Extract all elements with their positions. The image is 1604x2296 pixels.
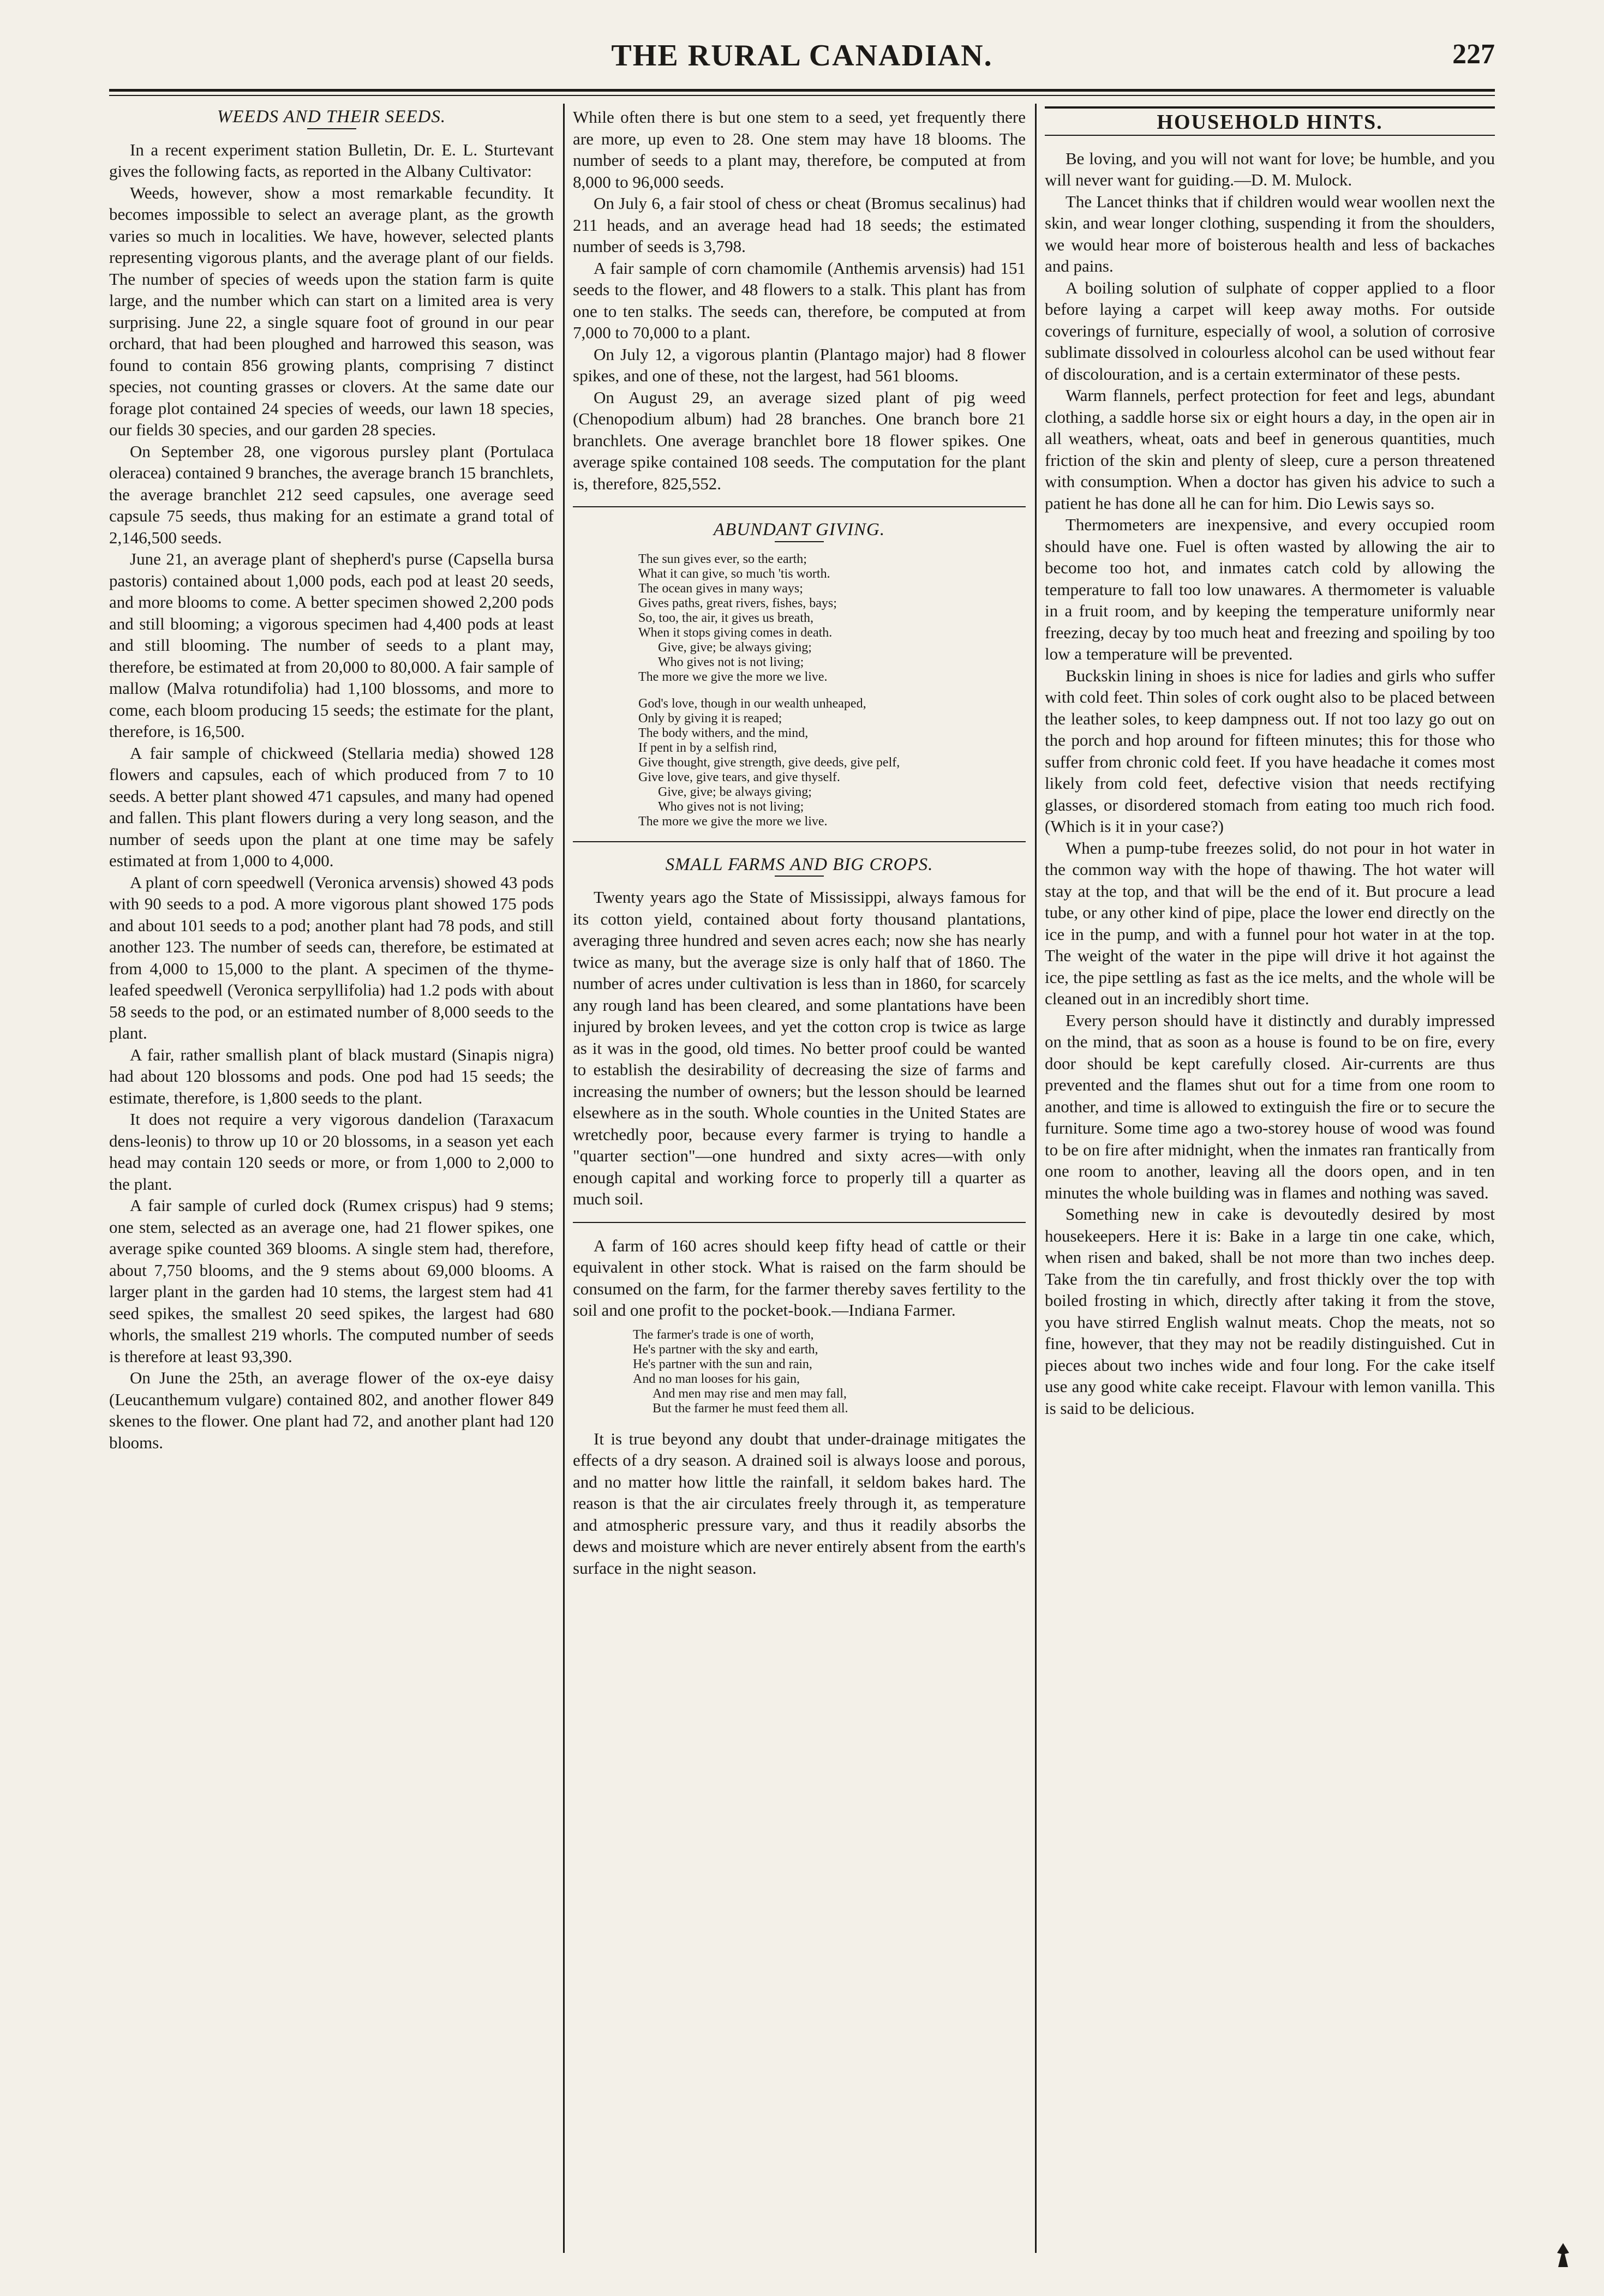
verse-farmer [633, 1328, 1026, 1416]
section-rule [573, 841, 1026, 842]
verse-line: And no man looses for his gain, [633, 1371, 800, 1386]
column-divider-2 [1035, 104, 1037, 2253]
paragraph: It is true beyond any doubt that under-drainage mitigates the effects of a dry season. A drained soil is always loose and porous, and no matter how little the rainfall, it seldom bakes hard. The reason is that the air circulates freely through it, as temperature and atmospheric pressure vary, and thus it readily absorbs the dews and moisture which are never entirely absent from the earth's surface in the night season. [573, 1429, 1026, 1578]
poem-line: If pent in by a selfish rind, [638, 740, 777, 755]
paragraph: A fair sample of chickweed (Stellaria media) showed 128 flowers and capsules, each of which produced from 7 to 10 seeds. A better plant showed 471 capsules, and many had opened and fallen. This plant flowers during a very long season, and the number of seeds upon the plant at one time may be safely estimated at from 1,000 to 4,000. [109, 743, 554, 870]
poem-line: The more we give the more we live. [638, 669, 828, 684]
poem-line: Gives paths, great rivers, fishes, bays; [638, 596, 837, 610]
poem-line: The more we give the more we live. [638, 814, 828, 829]
paragraph: In a recent experiment station Bulletin, Dr. E. L. Sturtevant gives the following facts, as reported in the Albany Cultivator: [109, 140, 554, 181]
column-middle [573, 106, 1026, 2250]
poem-line: The body withers, and the mind, [638, 726, 809, 740]
poem-line: What it can give, so much 'tis worth. [638, 566, 830, 581]
poem-line: When it stops giving comes in death. [638, 625, 833, 640]
poem-line: So, too, the air, it gives us breath, [638, 610, 813, 625]
paragraph: On September 28, one vigorous pursley plant (Portulaca oleracea) contained 9 branches, the average branch 15 branchlets, the average branchlet 212 seed capsules, one average seed capsule 75 seeds, thus making for an estimate a grand total of 2,146,500 seeds. [109, 441, 554, 547]
poem-line: Only by giving it is reaped; [638, 711, 782, 726]
poem-abundant-giving [638, 552, 1026, 829]
masthead-rule [109, 89, 1495, 96]
paragraph: A plant of corn speedwell (Veronica arvensis) showed 43 pods with 90 seeds to a pod. A more vigorous plant showed 175 pods and about 101 seeds to a pod; another plant had 78 pods, and still another 123. The number of seeds can, therefore, be estimated at from 4,000 to 15,000 to the plant. A specimen of the thyme-leafed speedwell (Veronica serpyllifolia) had 1.2 pods with about 58 seeds to the pod, or an estimated number of 8,000 seeds to the plant. [109, 872, 554, 1042]
column-divider-1 [563, 104, 565, 2253]
poem-line: Who gives not is not living; [658, 655, 804, 669]
verse-line: But the farmer he must feed them all. [653, 1401, 848, 1416]
corner-ornament-icon [1555, 2242, 1571, 2269]
column-weeds [109, 106, 554, 2250]
heading-rule [775, 541, 824, 542]
paragraph: June 21, an average plant of shepherd's purse (Capsella bursa pastoris) contained about 1,000 pods, each pod at least 20 seeds, and more blooms to come. A better specimen showed 2,200 pods and still blooming; a vigorous specimen had 4,400 pods at least and still blooming. The number of seeds to a plant may, therefore, be estimated at from 20,000 to 80,000. A fair sample of mallow (Malva rotundifolia) had 1,100 blossoms, and more to come, each bloom producing 15 seeds; the estimate for the plant, therefore, is 16,500. [109, 549, 554, 741]
verse-line: And men may rise and men may fall, [653, 1386, 847, 1401]
paragraph: It does not require a very vigorous dandelion (Taraxacum dens-leonis) to throw up 10 or 20 blossoms, in a season yet each head may contain 120 seeds or more, or from 1,000 to 2,000 to the plant. [109, 1110, 554, 1194]
paragraph: While often there is but one stem to a seed, yet frequently there are more, up even to 28. One stem may have 18 blooms. The number of seeds to a plant may, therefore, be computed at from 8,000 to 96,000 seeds. [573, 107, 1026, 191]
paragraph: On August 29, an average sized plant of pig weed (Chenopodium album) had 28 branches. One branch bore 21 branchlets. One average branchlet bore 18 flower spikes. One average spike contained 108 seeds. The computation for the plant is, therefore, 825,552. [573, 387, 1026, 493]
column-household-hints [1045, 106, 1495, 2250]
poem-line: The ocean gives in many ways; [638, 581, 803, 596]
paragraph: Weeds, however, show a most remarkable fecundity. It becomes impossible to select an average plant, as the growth varies so much in localities. We have, however, selected plants representing vigorous plants, and the average plant of our fields. The number of species of weeds upon the station farm is quite large, and the number which can start on a limited area is very surprising. June 22, a single square foot of ground in our pear orchard, that had been ploughed and harrowed this season, was found to contain 856 growing plants, comprising 7 distinct species, not counting grasses or clovers. At the same date our forage plot contained 24 species of weeds, our lawn 18 species, our fields 30 species, and our garden 28 species. [109, 183, 554, 439]
page-number: 227 [1452, 39, 1495, 70]
verse-line: He's partner with the sun and rain, [633, 1357, 812, 1371]
paragraph: When a pump-tube freezes solid, do not pour in hot water in the common way with the hope of thawing. The hot water will stay at the top, and that will be the end of it. But procure a lead tube, or any other kind of pipe, place the lower end directly on the ice in the pump, and with a funnel pour hot water in at the top. The weight of the water in the pipe will drive it hot against the ice, the pipe settling as fast as the ice melts, and the whole will be cleaned out in an incredibly short time. [1045, 838, 1495, 1008]
paragraph: A fair sample of corn chamomile (Anthemis arvensis) had 151 seeds to the flower, and 48 flowers to a stalk. This plant has from one to ten stalks. The seeds can, therefore, be computed at from 7,000 to 70,000 to a plant. [573, 258, 1026, 342]
section-rule [573, 506, 1026, 507]
paragraph: Thermometers are inexpensive, and every occupied room should have one. Fuel is often wasted by allowing the air to become too hot, and inmates catch cold by allowing the temperature to fall too low unawares. A thermometer is valuable in a fruit room, and by keeping the temperature uniformly near freezing, decay by too much heat and freezing and spoiling by too low a temperature will be prevented. [1045, 515, 1495, 663]
article-heading-small-farms: SMALL FARMS AND BIG CROPS. [665, 854, 933, 874]
poem-line: Who gives not is not living; [658, 799, 804, 814]
paragraph: A fair, rather smallish plant of black mustard (Sinapis nigra) had about 120 blossoms and pods. One pod had 15 seeds; the estimate, therefore, is 1,800 seeds to the plant. [109, 1045, 554, 1107]
paragraph: Be loving, and you will not want for love; be humble, and you will never want for guiding.—D. M. Mulock. [1045, 148, 1495, 189]
poem-line: The sun gives ever, so the earth; [638, 551, 807, 566]
article-heading-household: HOUSEHOLD HINTS. [1045, 106, 1495, 136]
poem-line: Give thought, give strength, give deeds, give pelf, [638, 755, 900, 770]
heading-rule [775, 876, 824, 877]
masthead [109, 38, 1495, 82]
paragraph: A farm of 160 acres should keep fifty head of cattle or their equivalent in other stock. What is raised on the farm should be consumed on the farm, for the farmer thereby saves fertility to the soil and one profit to the pocket-book.—Indiana Farmer. [573, 1236, 1026, 1320]
paragraph: On June the 25th, an average flower of the ox-eye daisy (Leucanthemum vulgare) contained 802, and another flower 849 skenes to the flower. One plant had 72, and another plant had 120 blooms. [109, 1368, 554, 1452]
poem-line: Give love, give tears, and give thyself. [638, 770, 840, 784]
masthead-title: THE RURAL CANADIAN. [611, 39, 993, 73]
paragraph: Twenty years ago the State of Mississippi, always famous for its cotton yield, contained about forty thousand plantations, averaging three hundred and seven acres each; now she has nearly twice as many, but the average size is only half that of 1860. The number of acres under cultivation is less than in 1860, for scarcely any rough land has been cleared, and some plantations have been injured by broken levees, and yet the cotton crop is twice as large as it was in the good, old times. No better proof could be wanted to establish the desirability of decreasing the size of farms and increasing the number of owners; but the lesson should be learned elsewhere as in the south. Whole counties in the United States are wretchedly poor, because every farmer is trying to handle a "quarter section"—one hundred and sixty acres—with only enough capital and working force to properly till a quarter as much soil. [573, 888, 1026, 1208]
paragraph: On July 6, a fair stool of chess or cheat (Bromus secalinus) had 211 heads, and an average head had 18 seeds; the estimated number of seeds is 3,798. [573, 194, 1026, 256]
article-heading-weeds: WEEDS AND THEIR SEEDS. [217, 107, 446, 127]
stanza-gap [638, 685, 1026, 697]
verse-line: He's partner with the sky and earth, [633, 1342, 818, 1357]
paragraph: Buckskin lining in shoes is nice for ladies and girls who suffer with cold feet. Thin soles of cork ought also to be placed between the leather soles, to keep dampness out. If not too lazy go out on the porch and hop around for fifteen minutes; this for those who suffer from chronic cold feet. If you have headache it comes most likely from cold feet, defective vision that needs rectifying glasses, or disordered stomach from eating too much rich food. (Which is it in your case?) [1045, 666, 1495, 836]
paragraph: Something new in cake is devoutedly desired by most housekeepers. Here it is: Bake in a large tin one cake, which, when risen and baked, shall be not more than two inches deep. Take from the tin carefully, and frost thickly over the top with boiled frosting in which, directly after taking it from the stove, you have stirred English walnut meats. Chop the meats, not so fine, however, that they may not be readily distinguished. Cut in pieces about two inches wide and four long. For the cake itself use any good white cake receipt. Flavour with lemon vanilla. This is said to be delicious. [1045, 1204, 1495, 1418]
poem-line: Give, give; be always giving; [658, 784, 812, 799]
paragraph: Warm flannels, perfect protection for feet and legs, abundant clothing, a saddle horse six or eight hours a day, in the open air in all weathers, wheat, oats and beef in generous quantities, much friction of the skin and plenty of sleep, cure a person threatened with consumption. When a doctor has given his advice to such a patient he has done all he can for him. Dio Lewis says so. [1045, 386, 1495, 513]
poem-line: Give, give; be always giving; [658, 640, 812, 655]
paragraph: A fair sample of curled dock (Rumex crispus) had 9 stems; one stem, selected as an average one, had 21 flower spikes, one average spike counted 369 blooms. A single stem had, therefore, about 7,750 blooms, and the 9 stems about 69,000 blooms. A larger plant in the garden had 10 stems, the largest stem had 41 seed spikes, the smallest 20 seed spikes, the largest had 680 whorls, the smallest 219 whorls. The computed number of seeds is therefore at least 93,390. [109, 1196, 554, 1366]
verse-line: The farmer's trade is one of worth, [633, 1327, 814, 1342]
paragraph: The Lancet thinks that if children would wear woollen next the skin, and wear longer clothing, suspending it from the shoulders, we would hear more of boisterous health and less of backaches and pains. [1045, 191, 1495, 275]
heading-rule [307, 128, 356, 129]
poem-line: God's love, though in our wealth unheaped, [638, 696, 866, 711]
paragraph: A boiling solution of sulphate of copper applied to a floor before laying a carpet will keep away moths. For outside coverings of furniture, especially of wool, a solution of corrosive sublimate dissolved in colourless alcohol can be used without fear of discolouration, and is a certain exterminator of these pests. [1045, 278, 1495, 383]
paragraph: On July 12, a vigorous plantin (Plantago major) had 8 flower spikes, and one of these, not the largest, had 561 blooms. [573, 344, 1026, 385]
section-rule [573, 1222, 1026, 1223]
paragraph: Every person should have it distinctly and durably impressed on the mind, that as soon as a house is found to be on fire, every door should be kept carefully closed. Air-currents are thus prevented and the flames shut out for a time from one room to another, and time is allowed to extinguish the fire or to secure the furniture. Some time ago a two-storey house of wood was found to be on fire after midnight, when the inmates ran frantically from one room to another, leaving all the doors open, and in ten minutes the whole building was in flames and nothing was saved. [1045, 1010, 1495, 1202]
poem-heading: ABUNDANT GIVING. [713, 520, 885, 539]
